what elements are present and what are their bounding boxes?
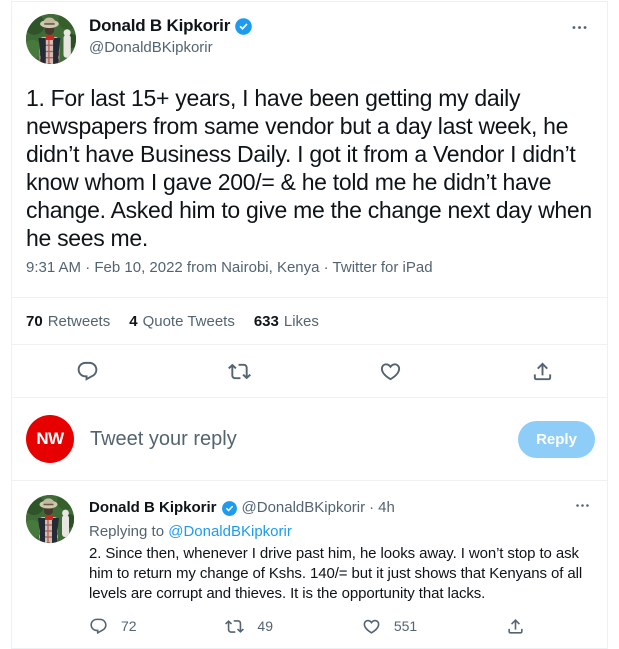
share-action[interactable]	[506, 617, 525, 636]
display-name[interactable]: Donald B Kipkorir	[89, 16, 231, 35]
tweet-text: 1. For last 15+ years, I have been getting my daily newspapers from same vendor but a day last week, he didn’t have Business Daily. I got it from a Vendor I didn’t know whom I gave 200/= & he told me he didn’t have change. Asked him to give me the change next day when he sees me.	[26, 85, 592, 251]
replying-to-line	[89, 522, 593, 541]
reply-icon	[89, 617, 108, 636]
quote-tweets-stat[interactable]	[129, 313, 235, 330]
tweet-card	[11, 1, 608, 649]
reply-tweet[interactable]	[12, 481, 607, 648]
retweets-stat[interactable]	[26, 313, 110, 330]
retweet-icon	[225, 617, 244, 636]
retweet-count: 49	[257, 618, 273, 634]
replying-to-handle-link[interactable]: @DonaldBKipkorir	[168, 523, 292, 540]
like-icon[interactable]	[379, 360, 402, 383]
reply-tweet-header	[89, 495, 593, 521]
reply-icon[interactable]	[76, 360, 99, 383]
quote-tweets-label: Quote Tweets	[142, 313, 235, 330]
user-handle[interactable]: @DonaldBKipkorir	[241, 499, 366, 516]
avatar[interactable]	[26, 14, 76, 64]
current-user-avatar[interactable]: NW	[26, 415, 74, 463]
tweet-timestamp: 9:31 AM · Feb 10, 2022 from Nairobi, Kenya · Twitter for iPad	[26, 259, 433, 276]
profile-photo	[26, 14, 76, 64]
retweets-count: 70	[26, 313, 43, 330]
reply-count: 72	[121, 618, 137, 634]
retweet-icon[interactable]	[228, 360, 251, 383]
reply-tweet-text: 2. Since then, whenever I drive past him, he looks away. I won’t stop to ask him to return my change of Kshs. 140/= but it just shows that Kenyans of all levels are corrupt and thieves. It is the opportunity that lacks.	[89, 545, 583, 602]
user-handle[interactable]: @DonaldBKipkorir	[89, 39, 213, 56]
profile-photo	[26, 495, 74, 543]
main-tweet-header	[12, 2, 607, 64]
quote-tweets-count: 4	[129, 313, 138, 330]
share-icon[interactable]	[531, 360, 554, 383]
reply-action-bar	[89, 614, 525, 638]
retweet-action[interactable]	[225, 617, 273, 636]
like-icon	[362, 617, 381, 636]
reply-tweet-body	[89, 495, 593, 604]
avatar[interactable]	[26, 495, 74, 543]
share-icon	[506, 617, 525, 636]
like-count: 551	[393, 618, 418, 634]
replying-to-label: Replying to	[89, 523, 165, 540]
more-menu-icon[interactable]	[568, 14, 591, 46]
likes-label: Likes	[283, 313, 319, 330]
likes-count: 633	[253, 313, 279, 330]
more-menu-icon[interactable]	[572, 495, 593, 521]
reply-input[interactable]: Tweet your reply	[90, 427, 237, 450]
retweets-label: Retweets	[47, 313, 111, 330]
tweet-time[interactable]: 4h	[378, 499, 395, 516]
tweet-stats	[12, 298, 607, 344]
tweet-action-bar	[12, 345, 607, 397]
verified-badge-icon	[221, 500, 238, 517]
main-tweet-identity	[89, 14, 568, 56]
verified-badge-icon	[234, 17, 253, 36]
likes-stat[interactable]	[254, 313, 319, 330]
reply-button[interactable]: Reply	[518, 421, 595, 458]
display-name[interactable]: Donald B Kipkorir	[89, 499, 217, 516]
like-action[interactable]	[362, 617, 417, 636]
separator-dot: ·	[369, 499, 375, 516]
reply-composer	[12, 398, 607, 480]
reply-action[interactable]	[89, 617, 137, 636]
